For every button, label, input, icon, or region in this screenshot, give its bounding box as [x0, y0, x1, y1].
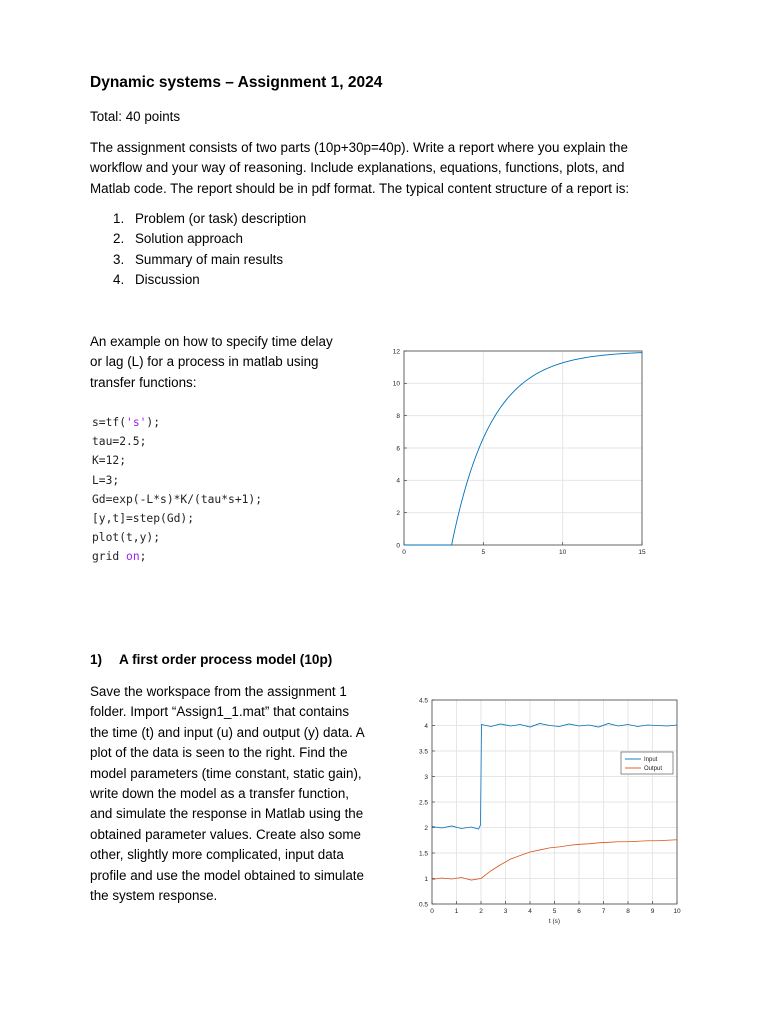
x-tick-label: 0 [430, 908, 434, 915]
x-tick-label: 3 [503, 908, 508, 915]
example-paragraph [90, 332, 333, 393]
x-tick-label: 5 [552, 908, 557, 915]
x-tick-label: 10 [673, 908, 681, 915]
section-line: model parameters (time constant, static gain), [90, 765, 362, 781]
x-tick-label: 2 [479, 908, 483, 915]
example-line: transfer functions: [90, 374, 197, 390]
section-line: Save the workspace from the assignment 1 [90, 684, 347, 699]
x-tick-label: 0 [402, 549, 406, 556]
x-tick-label: 5 [481, 549, 486, 556]
section-line: plot of the data is seen to the right. Find the [90, 745, 348, 761]
x-axis-label: t (s) [548, 918, 561, 925]
section-line: profile and use the model obtained to simulate [90, 867, 364, 883]
section-line: obtained parameter values. Create also some [90, 826, 361, 842]
series-line [404, 353, 642, 545]
y-tick-label: 2.5 [418, 799, 428, 807]
y-tick-label: 10 [392, 380, 400, 388]
y-tick-label: 1 [424, 875, 428, 883]
section-line: other, slightly more complicated, input data [90, 847, 344, 863]
intro-line: The assignment consists of two parts (10p+30p=40p). Write a report where you explain the [90, 140, 628, 155]
y-tick-label: 2 [396, 509, 400, 517]
intro-line: Matlab code. The report should be in pdf format. The typical content structure of a report is: [90, 180, 630, 196]
section-heading: 1) A first order process model (10p) [90, 652, 333, 667]
code-line: plot(t,y); [92, 531, 161, 545]
y-tick-label: 8 [396, 412, 400, 420]
list-item: 2. Solution approach [113, 231, 243, 247]
x-tick-label: 8 [626, 908, 630, 915]
x-tick-label: 6 [577, 908, 581, 915]
x-tick-label: 9 [650, 908, 655, 915]
input-output-chart [405, 692, 695, 932]
y-tick-label: 4 [396, 477, 400, 485]
y-tick-label: 12 [392, 348, 400, 356]
code-line: Gd=exp(-L*s)*K/(tau*s+1); [92, 492, 263, 506]
y-tick-label: 1.5 [418, 850, 428, 858]
x-tick-label: 15 [638, 549, 646, 556]
code-line: tau=2.5; [92, 435, 147, 449]
y-tick-label: 0.5 [418, 901, 428, 909]
report-structure-list [90, 209, 306, 291]
example-line: An example on how to specify time delay [90, 334, 333, 349]
y-tick-label: 2 [424, 824, 428, 832]
matlab-code-block [92, 413, 262, 567]
y-tick-label: 0 [396, 542, 400, 550]
example-line: or lag (L) for a process in matlab using [90, 354, 319, 370]
code-line: [y,t]=step(Gd); [92, 512, 195, 526]
y-tick-label: 4 [424, 722, 428, 730]
code-line: s=tf('s'); [92, 416, 161, 429]
y-tick-label: 4.5 [418, 697, 428, 705]
section-paragraph [90, 682, 365, 906]
section-line: folder. Import “Assign1_1.mat” that contains [90, 704, 350, 720]
y-tick-label: 3.5 [418, 748, 428, 756]
legend-label: Output [644, 766, 663, 773]
document-title: Dynamic systems – Assignment 1, 2024 [90, 74, 383, 91]
step-response-chart [380, 342, 660, 564]
total-points: Total: 40 points [90, 109, 181, 124]
intro-paragraph [90, 138, 629, 199]
code-line: grid on; [92, 550, 147, 564]
y-tick-label: 3 [424, 773, 428, 781]
list-item: 4. Discussion [113, 272, 200, 288]
intro-line: workflow and your way of reasoning. Include explanations, equations, functions, plots, and [90, 160, 625, 176]
list-item: 1. Problem (or task) description [113, 211, 307, 226]
x-tick-label: 4 [528, 908, 532, 915]
x-tick-label: 7 [601, 908, 606, 915]
section-line: the system response. [90, 888, 218, 904]
code-line: K=12; [92, 454, 127, 468]
code-line: L=3; [92, 473, 120, 487]
y-tick-label: 6 [396, 445, 400, 453]
section-line: the time (t) and input (u) and output (y) data. A [90, 724, 365, 740]
x-tick-label: 10 [559, 549, 567, 556]
section-line: write down the model as a transfer function, [90, 786, 350, 802]
list-item: 3. Summary of main results [113, 251, 284, 267]
section-line: and simulate the response in Matlab using the [90, 806, 364, 822]
legend-label: Input [644, 757, 658, 764]
x-tick-label: 1 [454, 908, 459, 915]
